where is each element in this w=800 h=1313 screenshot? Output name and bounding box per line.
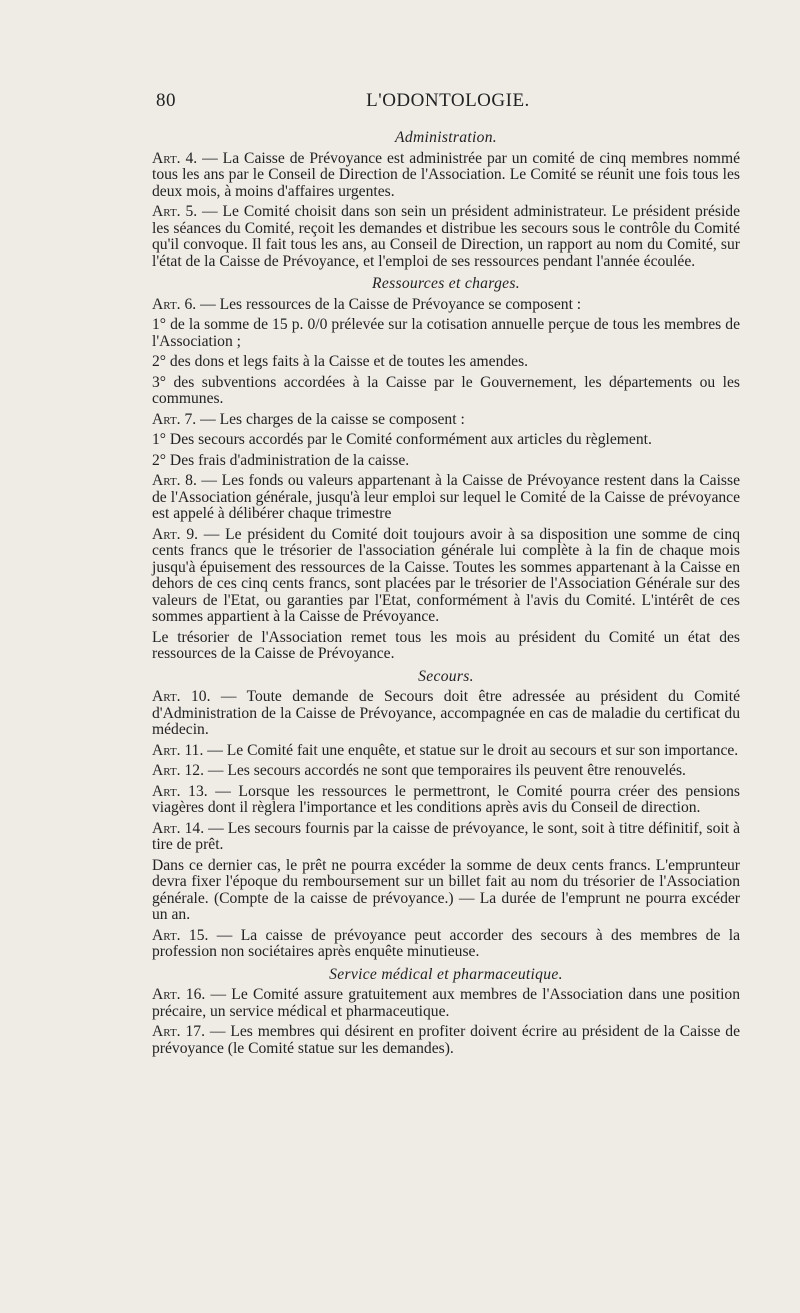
article-label: Art. — [152, 1023, 181, 1040]
article-number: 14. — [184, 819, 205, 837]
article-label: Art. — [152, 149, 181, 167]
article-number: 7. — [184, 410, 197, 428]
paragraph-text: Dans ce dernier cas, le prêt ne pourra excéder la somme de deux cents francs. L'emprunteur devra fixer l'époque du remboursement sur un billet fait au nom du trésorier de l'Association générale. (Compte de la caisse de prévoyance.) — La durée de l'emprunt ne pourra excéder un an. — [152, 856, 740, 923]
article-number: 16. — [185, 986, 206, 1003]
section-heading: Administration. — [395, 129, 497, 146]
journal-title: L'ODONTOLOGIE. — [366, 90, 530, 111]
paragraph-text: — La Caisse de Prévoyance est administrée par un comité de cinq membres nommé tous les ans par le Conseil de Direction de l'Association. Le Comité se réunit une fois tous les deux mois, à moins d'affaires urgentes. — [152, 149, 740, 200]
list-paragraph — [152, 375, 740, 408]
article-label: Art. — [152, 986, 181, 1003]
section-heading: Service médical et pharmaceutique. — [329, 965, 563, 983]
section-heading: Secours. — [418, 667, 474, 685]
article-paragraph — [152, 1024, 740, 1057]
paragraph-text: — Le Comité assure gratuitement aux membres de l'Association dans une position précaire, un service médical et pharmaceutique. — [152, 986, 740, 1020]
article-paragraph — [152, 297, 740, 314]
article-paragraph — [152, 689, 740, 739]
article-number: 13. — [188, 782, 208, 800]
paragraph-text: — Le Comité choisit dans son sein un président administrateur. Le président préside les séances du Comité, reçoit les demandes et distribue les secours sous le contrôle du Comité qu'il convoque. Il fait tous les ans, au Conseil de Direction, un rapport au nom du Comité, sur l'état de la Caisse de Prévoyance, et l'emploi de ses ressources pendant l'année écoulée. — [152, 203, 740, 270]
article-label: Art. — [152, 525, 181, 543]
paragraph-text: 1° de la somme de 15 p. 0/0 prélevée sur la cotisation annuelle perçue de tous les membres de l'Association ; — [152, 316, 740, 350]
article-label: Art. — [152, 782, 181, 800]
article-label: Art. — [152, 741, 181, 759]
paragraph-text: 1° Des secours accordés par le Comité conformément aux articles du règlement. — [152, 431, 652, 448]
paragraph-text: — Les membres qui désirent en profiter doivent écrire au président de la Caisse de prévoyance (le Comité statue sur les demandes). — [152, 1023, 740, 1057]
paragraph-text: — Les ressources de la Caisse de Prévoyance se composent : — [196, 295, 582, 313]
article-number: 5. — [185, 203, 198, 220]
article-paragraph — [152, 412, 740, 429]
article-label: Art. — [152, 472, 181, 489]
paragraph-text: — La caisse de prévoyance peut accorder des secours à des membres de la profession non sociétaires après enquête minutieuse. — [152, 926, 740, 960]
article-paragraph — [152, 473, 740, 523]
article-label: Art. — [152, 295, 181, 313]
list-paragraph — [152, 432, 740, 449]
article-paragraph — [152, 527, 740, 626]
article-number: 6. — [184, 295, 197, 313]
article-paragraph — [152, 743, 740, 760]
paragraph-text: 2° Des frais d'administration de la caisse. — [152, 451, 410, 469]
page-number: 80 — [156, 90, 176, 111]
article-label: Art. — [152, 688, 181, 705]
paragraph-text: Le trésorier de l'Association remet tous les mois au président du Comité un état des ressources de la Caisse de Prévoyance. — [152, 628, 740, 662]
page-header — [156, 90, 740, 114]
article-paragraph — [152, 928, 740, 961]
article-number: 17. — [185, 1023, 205, 1040]
paragraph-text: — Les secours fournis par la caisse de prévoyance, le sont, soit à titre définitif, soit à tire de prêt. — [152, 819, 740, 853]
paragraph-text: — Le Comité fait une enquête, et statue sur le droit au secours et sur son importance. — [203, 741, 739, 759]
paragraph-text: 2° des dons et legs faits à la Caisse et de toutes les amendes. — [152, 353, 529, 370]
list-paragraph — [152, 317, 740, 350]
paragraph-text: — Les secours accordés ne sont que temporaires ils peuvent être renouvelés. — [203, 762, 686, 779]
list-paragraph — [152, 354, 740, 371]
article-label: Art. — [152, 203, 181, 220]
article-number: 4. — [185, 149, 198, 167]
article-paragraph — [152, 763, 740, 780]
paragraph-text: — Toute demande de Secours doit être adressée au président du Comité d'Administration de la Caisse de Prévoyance, accompagnée en cas de maladie du certificat du médecin. — [152, 688, 740, 738]
article-paragraph — [152, 821, 740, 854]
paragraph-text: 3° des subventions accordées à la Caisse par le Gouvernement, les départements ou les communes. — [152, 373, 740, 407]
article-number: 10. — [190, 688, 211, 705]
article-label: Art. — [152, 819, 181, 837]
article-label: Art. — [152, 762, 181, 779]
paragraph-text: — Les fonds ou valeurs appartenant à la Caisse de Prévoyance restent dans la Caisse de l'Association générale, jusqu'à leur emploi sur lequel le Comité de la Caisse de prévoyance est appelé à délibérer chaque trimestre — [152, 472, 740, 522]
article-label: Art. — [152, 410, 181, 428]
article-number: 11. — [184, 741, 204, 759]
article-number: 8. — [185, 472, 197, 489]
article-body — [152, 124, 740, 1061]
paragraph-text: — Les charges de la caisse se composent : — [196, 410, 465, 428]
article-paragraph — [152, 784, 740, 817]
article-paragraph — [152, 151, 740, 201]
article-paragraph — [152, 987, 740, 1020]
article-paragraph — [152, 204, 740, 270]
article-label: Art. — [152, 926, 181, 944]
list-paragraph — [152, 453, 740, 470]
section-heading: Ressources et charges. — [372, 275, 520, 292]
list-paragraph — [152, 858, 740, 924]
article-number: 15. — [188, 926, 209, 944]
article-number: 12. — [184, 762, 204, 779]
article-number: 9. — [186, 525, 199, 543]
paragraph-text: — Lorsque les ressources le permettront, le Comité pourra créer des pensions viagères dont il règlera l'importance et les conditions après avis du Conseil de direction. — [152, 782, 740, 816]
paragraph-text: — Le président du Comité doit toujours avoir à sa disposition une somme de cinq cents francs que le trésorier de l'association générale lui complète à la fin de chaque mois jusqu'à épuisement des ressources de la Caisse. Toutes les sommes appartenant à la Caisse en dehors de ces cinq cents francs, sont placées par le trésorier de l'Association Générale sur des valeurs de l'Etat, ou garanties par l'Etat, conformément à l'avis du Comité. L'intérêt de ces sommes appartient à la Caisse de Prévoyance. — [152, 525, 740, 625]
list-paragraph — [152, 630, 740, 663]
